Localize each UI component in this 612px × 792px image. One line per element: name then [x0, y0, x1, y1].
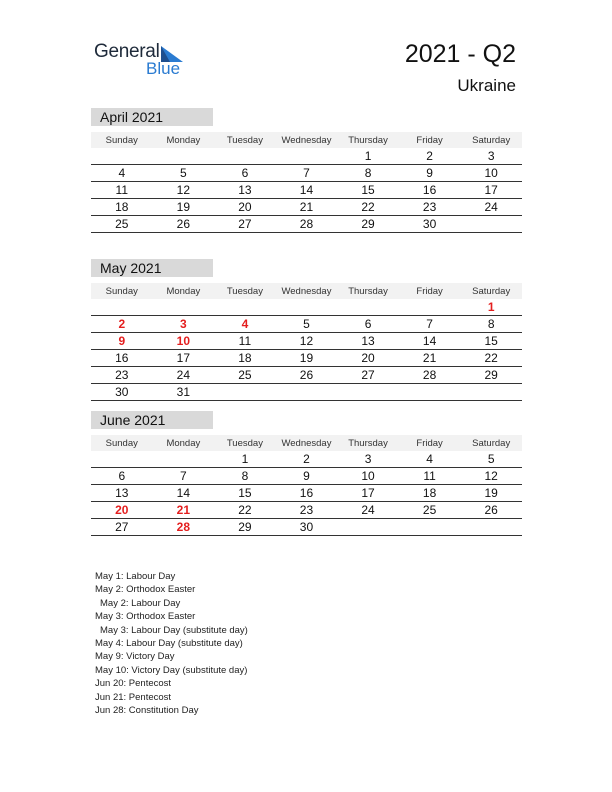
week-row	[91, 468, 522, 485]
holiday-note: Jun 28: Constitution Day	[95, 704, 199, 716]
day-cell: 29	[214, 519, 276, 536]
day-cell: 3	[153, 316, 215, 333]
day-cell: 1	[460, 299, 522, 316]
day-cell: 7	[276, 165, 338, 182]
holiday-note: May 10: Victory Day (substitute day)	[95, 664, 248, 676]
empty-day-cell	[276, 384, 338, 401]
weekday-header: Friday	[399, 283, 461, 299]
weekday-header: Thursday	[337, 132, 399, 148]
day-cell: 18	[214, 350, 276, 367]
empty-day-cell	[399, 519, 461, 536]
day-cell: 19	[460, 485, 522, 502]
day-cell: 10	[337, 468, 399, 485]
day-cell: 21	[153, 502, 215, 519]
day-cell: 8	[337, 165, 399, 182]
logo	[94, 40, 194, 80]
day-cell: 13	[214, 182, 276, 199]
weekday-header: Wednesday	[276, 132, 338, 148]
day-cell: 19	[276, 350, 338, 367]
day-cell: 2	[276, 451, 338, 468]
day-cell: 24	[153, 367, 215, 384]
weekday-header: Friday	[399, 132, 461, 148]
day-cell: 27	[214, 216, 276, 233]
day-cell: 3	[460, 148, 522, 165]
weekday-header: Thursday	[337, 435, 399, 451]
weekday-header: Saturday	[460, 132, 522, 148]
empty-day-cell	[399, 384, 461, 401]
day-cell: 4	[214, 316, 276, 333]
day-cell: 18	[399, 485, 461, 502]
day-cell: 27	[91, 519, 153, 536]
empty-day-cell	[276, 299, 338, 316]
week-row	[91, 384, 522, 401]
day-cell: 19	[153, 199, 215, 216]
weekday-header: Sunday	[91, 132, 153, 148]
day-cell: 26	[276, 367, 338, 384]
day-cell: 24	[460, 199, 522, 216]
day-cell: 28	[399, 367, 461, 384]
day-cell: 20	[214, 199, 276, 216]
empty-day-cell	[91, 148, 153, 165]
day-cell: 31	[153, 384, 215, 401]
holiday-note: May 3: Labour Day (substitute day)	[100, 624, 248, 636]
day-cell: 22	[337, 199, 399, 216]
day-cell: 29	[337, 216, 399, 233]
day-cell: 11	[214, 333, 276, 350]
day-cell: 12	[153, 182, 215, 199]
week-row	[91, 502, 522, 519]
day-cell: 25	[399, 502, 461, 519]
empty-day-cell	[337, 299, 399, 316]
week-row	[91, 350, 522, 367]
day-cell: 6	[91, 468, 153, 485]
day-cell: 6	[337, 316, 399, 333]
week-row	[91, 148, 522, 165]
day-cell: 14	[399, 333, 461, 350]
day-cell: 25	[214, 367, 276, 384]
day-cell: 20	[91, 502, 153, 519]
page-title: 2021 - Q2	[404, 40, 516, 68]
week-row	[91, 519, 522, 536]
day-cell: 15	[460, 333, 522, 350]
weekday-header: Sunday	[91, 435, 153, 451]
day-cell: 25	[91, 216, 153, 233]
holiday-note: May 2: Orthodox Easter	[95, 584, 196, 596]
weekday-header: Saturday	[460, 283, 522, 299]
holiday-note: May 2: Labour Day	[100, 597, 181, 609]
week-row	[91, 182, 522, 199]
day-cell: 10	[460, 165, 522, 182]
week-row	[91, 199, 522, 216]
day-cell: 2	[91, 316, 153, 333]
month-title: May 2021	[91, 259, 213, 277]
holiday-note: May 9: Victory Day	[95, 651, 175, 663]
weekday-header: Tuesday	[214, 435, 276, 451]
day-cell: 23	[399, 199, 461, 216]
day-cell: 30	[91, 384, 153, 401]
day-cell: 28	[276, 216, 338, 233]
day-cell: 10	[153, 333, 215, 350]
day-cell: 14	[153, 485, 215, 502]
day-cell: 18	[91, 199, 153, 216]
week-row	[91, 451, 522, 468]
day-cell: 8	[460, 316, 522, 333]
day-cell: 6	[214, 165, 276, 182]
holiday-note: Jun 20: Pentecost	[95, 678, 172, 690]
week-row	[91, 216, 522, 233]
month-april	[91, 108, 522, 233]
day-cell: 3	[337, 451, 399, 468]
day-cell: 5	[276, 316, 338, 333]
empty-day-cell	[460, 519, 522, 536]
week-row	[91, 299, 522, 316]
week-row	[91, 333, 522, 350]
weekday-header: Monday	[153, 283, 215, 299]
day-cell: 5	[460, 451, 522, 468]
empty-day-cell	[276, 148, 338, 165]
day-cell: 2	[399, 148, 461, 165]
weekday-header: Friday	[399, 435, 461, 451]
week-row	[91, 165, 522, 182]
day-cell: 21	[399, 350, 461, 367]
day-cell: 7	[399, 316, 461, 333]
day-cell: 1	[337, 148, 399, 165]
month-title: April 2021	[91, 108, 213, 126]
day-cell: 16	[399, 182, 461, 199]
day-cell: 12	[276, 333, 338, 350]
empty-day-cell	[460, 384, 522, 401]
holiday-notes	[95, 570, 248, 717]
day-cell: 4	[399, 451, 461, 468]
empty-day-cell	[153, 148, 215, 165]
day-cell: 16	[91, 350, 153, 367]
weekday-header: Monday	[153, 435, 215, 451]
holiday-note: May 4: Labour Day (substitute day)	[95, 637, 243, 649]
day-cell: 24	[337, 502, 399, 519]
day-cell: 17	[460, 182, 522, 199]
day-cell: 17	[337, 485, 399, 502]
day-cell: 20	[337, 350, 399, 367]
empty-day-cell	[460, 216, 522, 233]
calendar-grid	[91, 132, 522, 233]
day-cell: 11	[91, 182, 153, 199]
holiday-note: Jun 21: Pentecost	[95, 691, 172, 703]
weekday-header: Wednesday	[276, 435, 338, 451]
day-cell: 7	[153, 468, 215, 485]
day-cell: 15	[214, 485, 276, 502]
week-row	[91, 485, 522, 502]
holiday-note: May 3: Orthodox Easter	[95, 611, 196, 623]
weekday-header: Tuesday	[214, 283, 276, 299]
day-cell: 23	[276, 502, 338, 519]
day-cell: 12	[460, 468, 522, 485]
day-cell: 1	[214, 451, 276, 468]
day-cell: 11	[399, 468, 461, 485]
weekday-header: Sunday	[91, 283, 153, 299]
empty-day-cell	[91, 299, 153, 316]
empty-day-cell	[337, 519, 399, 536]
day-cell: 4	[91, 165, 153, 182]
empty-day-cell	[337, 384, 399, 401]
day-cell: 5	[153, 165, 215, 182]
day-cell: 21	[276, 199, 338, 216]
country-label: Ukraine	[457, 76, 516, 95]
week-row	[91, 316, 522, 333]
day-cell: 9	[276, 468, 338, 485]
month-june	[91, 411, 522, 536]
day-cell: 27	[337, 367, 399, 384]
day-cell: 23	[91, 367, 153, 384]
week-row	[91, 367, 522, 384]
logo-word-blue: Blue	[146, 59, 181, 78]
day-cell: 16	[276, 485, 338, 502]
empty-day-cell	[214, 384, 276, 401]
empty-day-cell	[399, 299, 461, 316]
calendar-grid	[91, 435, 522, 536]
empty-day-cell	[153, 299, 215, 316]
day-cell: 30	[399, 216, 461, 233]
day-cell: 30	[276, 519, 338, 536]
empty-day-cell	[214, 148, 276, 165]
weekday-header: Tuesday	[214, 132, 276, 148]
day-cell: 13	[91, 485, 153, 502]
logo-word-general: General	[94, 41, 160, 62]
day-cell: 28	[153, 519, 215, 536]
day-cell: 14	[276, 182, 338, 199]
calendar-grid	[91, 283, 522, 401]
day-cell: 9	[91, 333, 153, 350]
weekday-header: Wednesday	[276, 283, 338, 299]
month-title: June 2021	[91, 411, 213, 429]
weekday-header: Monday	[153, 132, 215, 148]
empty-day-cell	[153, 451, 215, 468]
day-cell: 13	[337, 333, 399, 350]
empty-day-cell	[214, 299, 276, 316]
day-cell: 22	[460, 350, 522, 367]
day-cell: 8	[214, 468, 276, 485]
holiday-note: May 1: Labour Day	[95, 571, 176, 582]
day-cell: 22	[214, 502, 276, 519]
day-cell: 29	[460, 367, 522, 384]
day-cell: 17	[153, 350, 215, 367]
day-cell: 26	[153, 216, 215, 233]
day-cell: 15	[337, 182, 399, 199]
empty-day-cell	[91, 451, 153, 468]
day-cell: 9	[399, 165, 461, 182]
day-cell: 26	[460, 502, 522, 519]
month-may	[91, 259, 522, 401]
weekday-header: Thursday	[337, 283, 399, 299]
weekday-header: Saturday	[460, 435, 522, 451]
